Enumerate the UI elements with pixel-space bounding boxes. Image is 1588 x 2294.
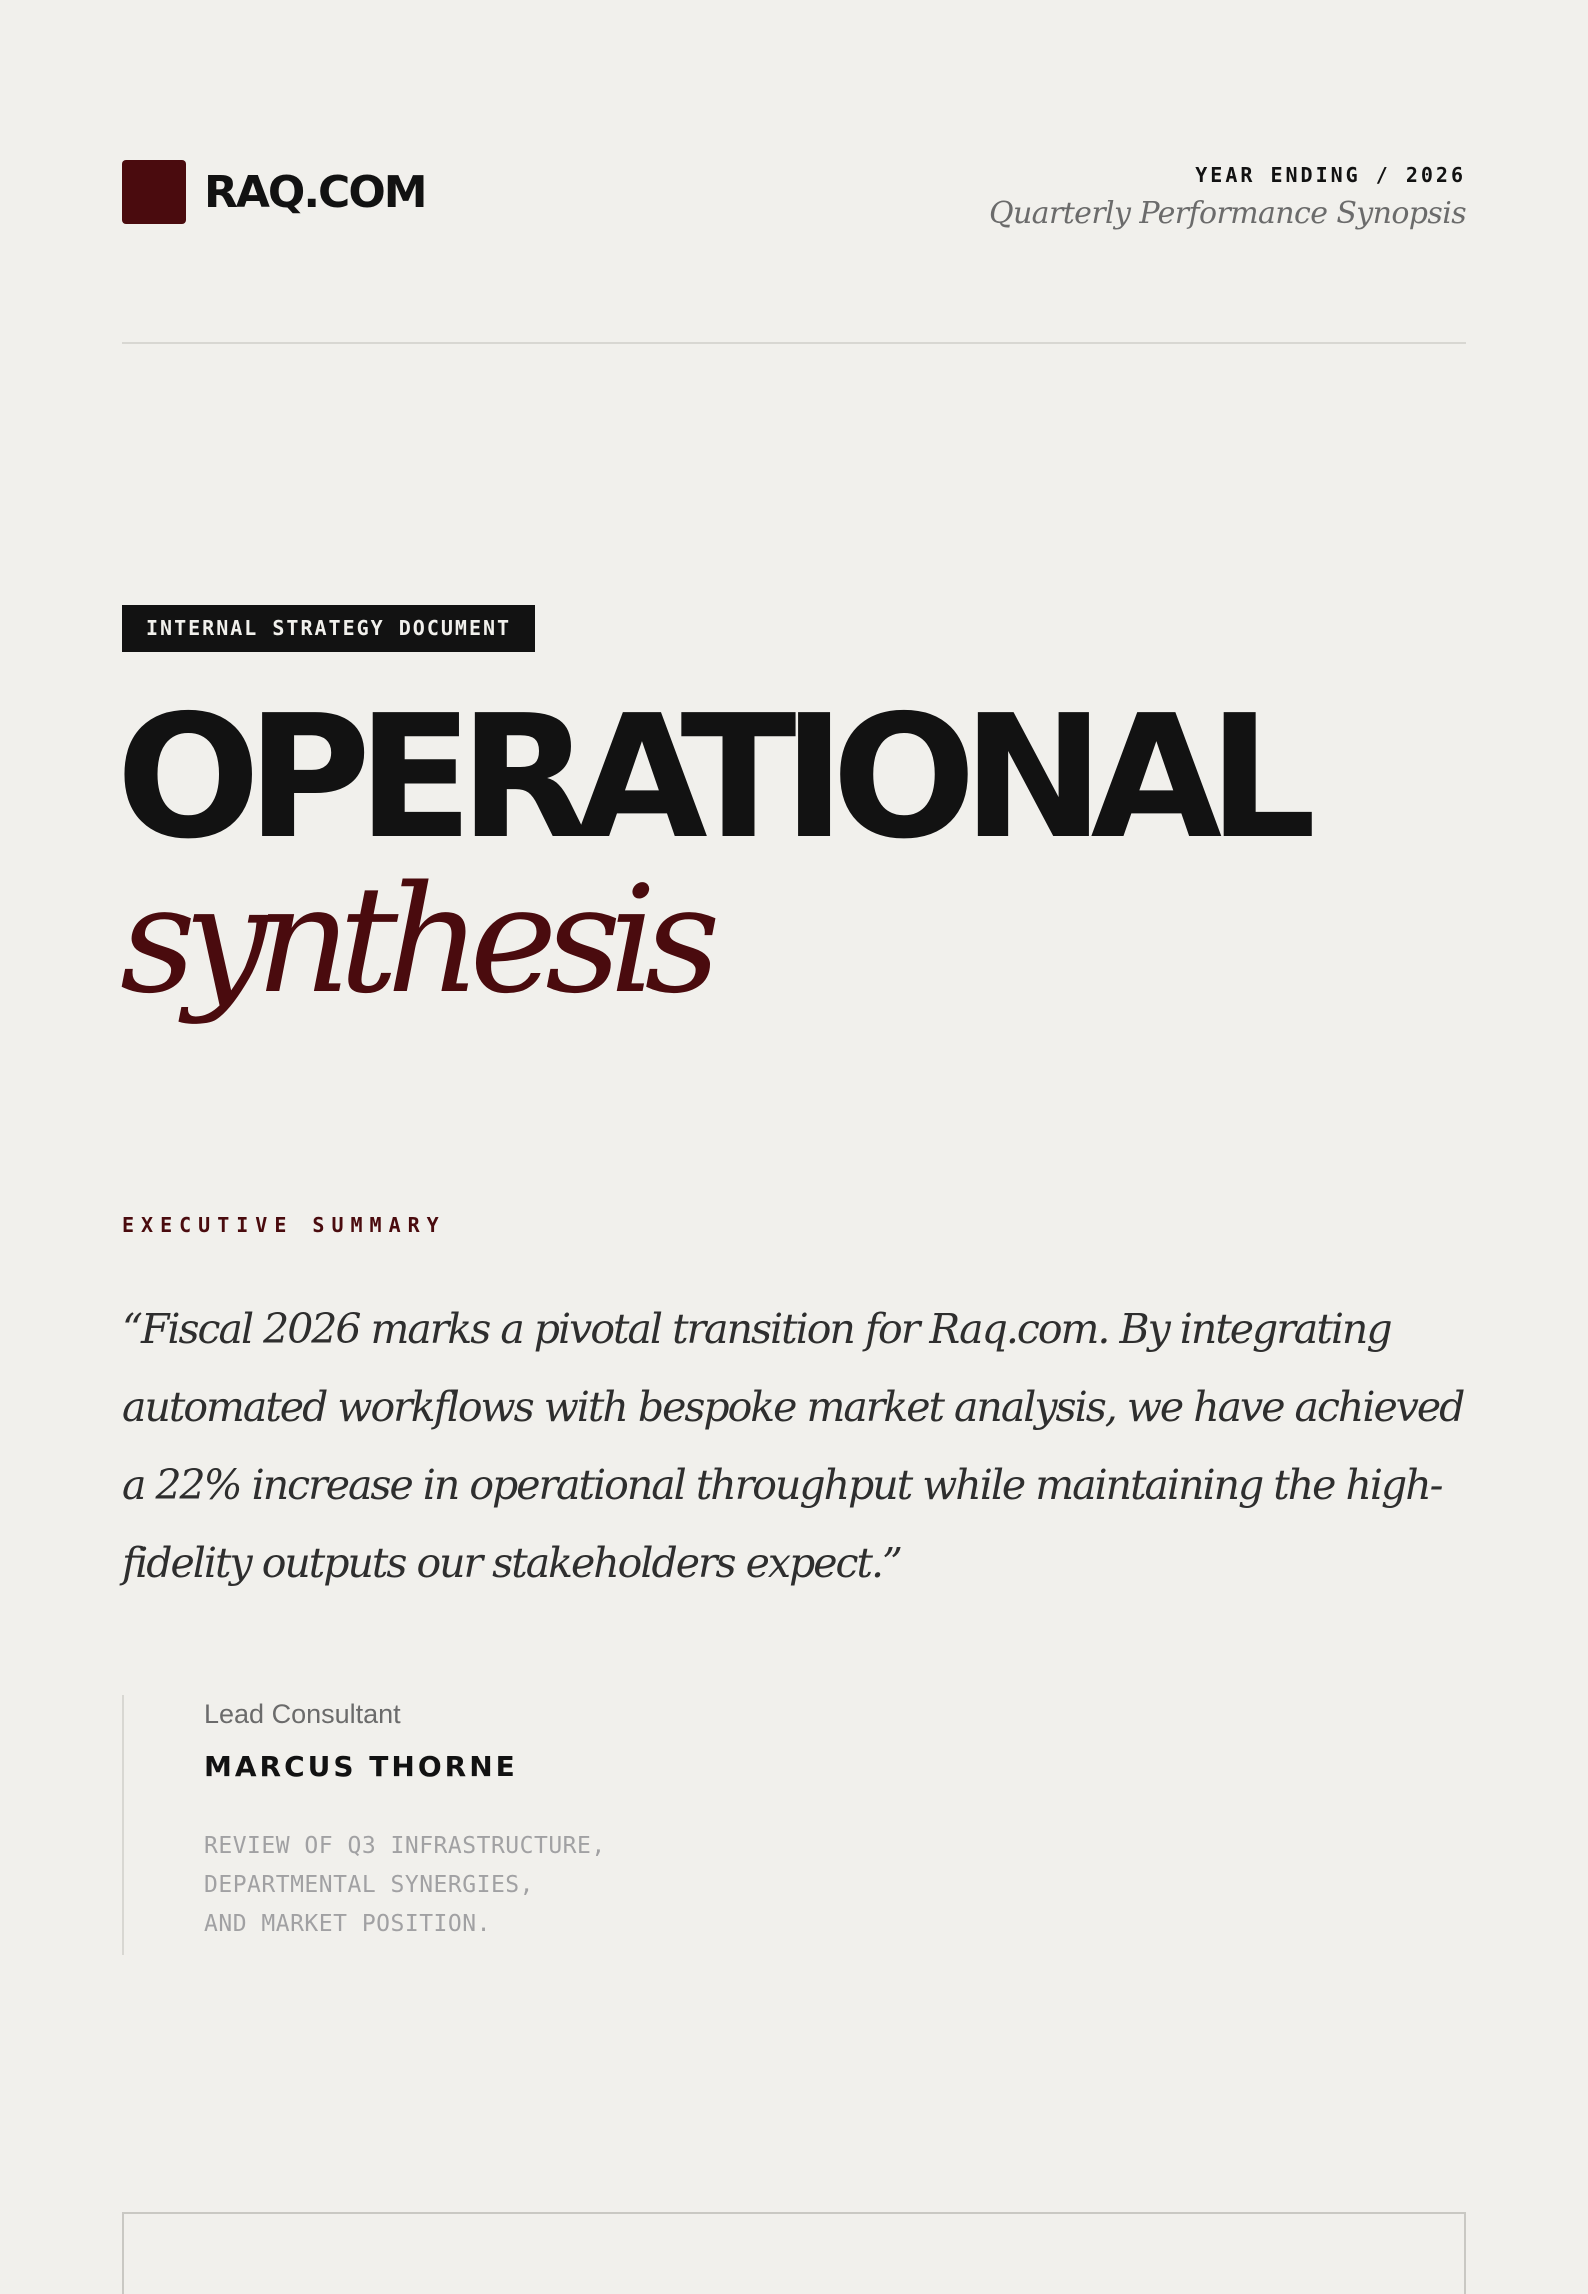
- period-label: YEAR ENDING / 2026: [1195, 163, 1466, 187]
- page-title: OPERATIONAL: [116, 679, 1303, 877]
- executive-summary-label: EXECUTIVE SUMMARY: [122, 1213, 446, 1237]
- consultant-role: Lead Consultant: [204, 1699, 401, 1729]
- bottom-panel: [122, 2212, 1466, 2294]
- header-divider: [122, 342, 1466, 344]
- consultant-name: MARCUS THORNE: [204, 1750, 518, 1783]
- page-title-sub: synthesis: [120, 854, 709, 1026]
- logo-mark-icon: [122, 160, 186, 224]
- review-scope: REVIEW OF Q3 INFRASTRUCTURE, DEPARTMENTAL SYNERGIES, AND MARKET POSITION.: [204, 1833, 606, 1937]
- consultant-block: [122, 1695, 606, 1955]
- header-meta: [989, 160, 1466, 232]
- logo-text: RAQ.COM: [204, 166, 426, 218]
- document-tag: INTERNAL STRATEGY DOCUMENT: [122, 605, 535, 652]
- document-subtitle: Quarterly Performance Synopsis: [988, 196, 1466, 231]
- logo: [122, 160, 426, 224]
- executive-summary-quote: “Fiscal 2026 marks a pivotal transition for Raq.com. By integrating automated workflows with bespoke market analysis, we have achieved a 22% increase in operational throughput while maintaining the high-fidelity outputs our stakeholders expect.”: [122, 1305, 1464, 1587]
